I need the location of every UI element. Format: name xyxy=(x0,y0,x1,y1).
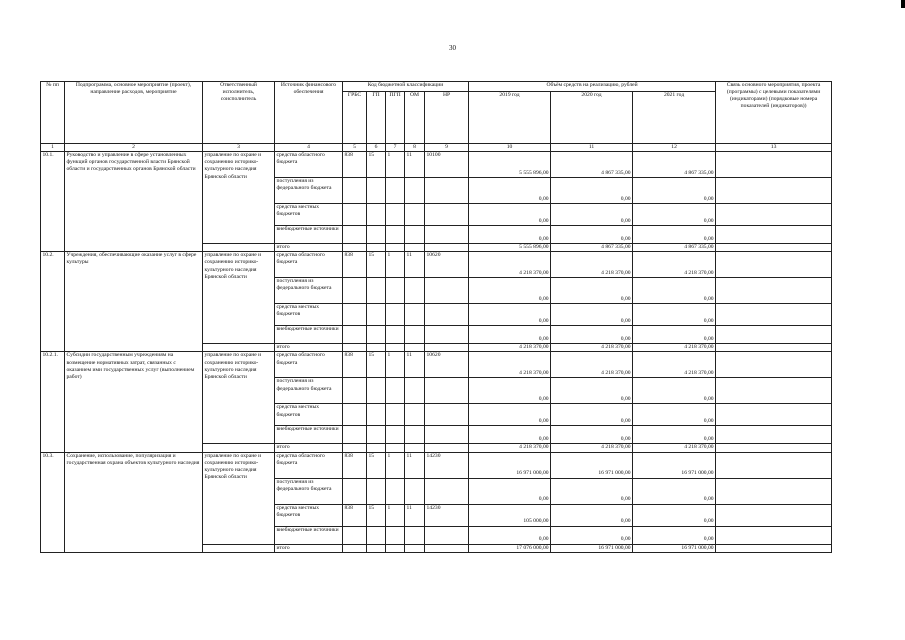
header-responsible: Ответственный исполнитель, соисполнитель xyxy=(203,82,275,144)
code-np xyxy=(425,204,469,226)
amount-y2020: 0,00 xyxy=(551,404,633,426)
code-np xyxy=(425,244,469,252)
source-label: средства областного бюджета xyxy=(275,452,343,478)
indicator-link xyxy=(716,478,832,504)
row-program-name: Руководство и управление в сфере установленных функций органов государственной власти Брянской области и государственных органов Брянской области xyxy=(65,152,203,252)
amount-y2021: 4 218 370,00 xyxy=(633,252,716,278)
amount-y2020: 0,00 xyxy=(551,378,633,404)
page-number: 30 xyxy=(449,44,456,52)
indicator-link xyxy=(716,544,832,552)
amount-y2020: 4 218 370,00 xyxy=(551,352,633,378)
amount-y2021: 4 218 370,00 xyxy=(633,444,716,452)
row-responsible: управление по охране и сохранению историко-культурного наследия Брянской области xyxy=(203,352,275,444)
code-grbs xyxy=(343,404,367,426)
source-label: итого xyxy=(275,544,343,552)
row-program-name: Сохранение, использование, популяризация и государственная охрана объектов культурного наследия xyxy=(65,452,203,552)
amount-y2021: 0,00 xyxy=(633,278,716,304)
code-np xyxy=(425,344,469,352)
code-pgp xyxy=(386,526,405,544)
source-label: средства местных бюджетов xyxy=(275,204,343,226)
source-label: поступления из федерального бюджета xyxy=(275,278,343,304)
amount-y2019: 4 218 370,00 xyxy=(469,252,551,278)
code-np xyxy=(425,326,469,344)
code-pgp xyxy=(386,404,405,426)
amount-y2021: 0,00 xyxy=(633,526,716,544)
code-grbs: 838 xyxy=(343,252,367,278)
row-responsible-empty xyxy=(203,544,275,552)
source-label: средства местных бюджетов xyxy=(275,304,343,326)
code-grbs xyxy=(343,226,367,244)
code-om xyxy=(405,478,425,504)
amount-y2019: 4 218 370,00 xyxy=(469,352,551,378)
row-responsible: управление по охране и сохранению историко-культурного наследия Брянской области xyxy=(203,452,275,544)
code-grbs xyxy=(343,326,367,344)
code-pgp: 1 xyxy=(386,452,405,478)
amount-y2020: 0,00 xyxy=(551,304,633,326)
indicator-link xyxy=(716,178,832,204)
amount-y2021: 4 867 335,00 xyxy=(633,152,716,178)
code-om xyxy=(405,204,425,226)
amount-y2019: 5 555 896,00 xyxy=(469,244,551,252)
amount-y2021: 0,00 xyxy=(633,226,716,244)
header-source: Источник финансового обеспечения xyxy=(275,82,343,144)
row-responsible: управление по охране и сохранению историко-культурного наследия Брянской области xyxy=(203,152,275,244)
amount-y2020: 4 218 370,00 xyxy=(551,444,633,452)
source-label: внебюджетные источники xyxy=(275,426,343,444)
code-om: 11 xyxy=(405,504,425,526)
indicator-link xyxy=(716,204,832,226)
amount-y2019: 16 971 000,00 xyxy=(469,452,551,478)
amount-y2021: 16 971 000,00 xyxy=(633,544,716,552)
col-number: 2 xyxy=(65,144,203,152)
code-om: 11 xyxy=(405,452,425,478)
code-om xyxy=(405,378,425,404)
amount-y2019: 0,00 xyxy=(469,204,551,226)
amount-y2019: 0,00 xyxy=(469,278,551,304)
code-pgp: 1 xyxy=(386,152,405,178)
row-number: 10.2. xyxy=(41,252,65,352)
source-label: поступления из федерального бюджета xyxy=(275,178,343,204)
code-grbs xyxy=(343,426,367,444)
code-pgp xyxy=(386,344,405,352)
code-gp xyxy=(367,544,386,552)
row-number: 10.1. xyxy=(41,152,65,252)
header-pgp: ПГП xyxy=(386,92,405,144)
indicator-link xyxy=(716,452,832,478)
col-number: 13 xyxy=(716,144,832,152)
header-grbs: ГРБС xyxy=(343,92,367,144)
code-pgp xyxy=(386,278,405,304)
code-gp xyxy=(367,404,386,426)
table-body xyxy=(41,152,832,553)
amount-y2021: 0,00 xyxy=(633,304,716,326)
code-gp: 15 xyxy=(367,452,386,478)
header-program: Подпрограмма, основное мероприятие (проект), направление расходов, мероприятие xyxy=(65,82,203,144)
code-pgp: 1 xyxy=(386,352,405,378)
code-gp xyxy=(367,444,386,452)
code-om xyxy=(405,326,425,344)
row-program-name: Субсидии государственным учреждениям на возмещение нормативных затрат, связанных с оказанием ими государственных услуг (выполнением работ) xyxy=(65,352,203,452)
source-label: итого xyxy=(275,344,343,352)
code-np xyxy=(425,304,469,326)
code-grbs xyxy=(343,378,367,404)
code-grbs xyxy=(343,444,367,452)
code-np xyxy=(425,544,469,552)
code-gp xyxy=(367,178,386,204)
indicator-link xyxy=(716,444,832,452)
code-grbs xyxy=(343,478,367,504)
amount-y2021: 0,00 xyxy=(633,204,716,226)
amount-y2021: 4 218 370,00 xyxy=(633,352,716,378)
amount-y2020: 0,00 xyxy=(551,426,633,444)
source-label: внебюджетные источники xyxy=(275,326,343,344)
code-grbs xyxy=(343,278,367,304)
code-grbs xyxy=(343,526,367,544)
col-number: 6 xyxy=(367,144,386,152)
table-row xyxy=(41,352,832,378)
code-gp xyxy=(367,478,386,504)
code-pgp xyxy=(386,544,405,552)
code-om xyxy=(405,278,425,304)
amount-y2019: 0,00 xyxy=(469,178,551,204)
col-number: 8 xyxy=(405,144,425,152)
col-number: 9 xyxy=(425,144,469,152)
header-2021: 2021 год xyxy=(633,92,716,144)
amount-y2019: 0,00 xyxy=(469,404,551,426)
indicator-link xyxy=(716,152,832,178)
code-pgp xyxy=(386,204,405,226)
amount-y2019: 0,00 xyxy=(469,326,551,344)
code-gp xyxy=(367,278,386,304)
code-pgp xyxy=(386,378,405,404)
scan-edge-mark xyxy=(901,0,905,8)
col-number: 10 xyxy=(469,144,551,152)
amount-y2021: 0,00 xyxy=(633,504,716,526)
source-label: внебюджетные источники xyxy=(275,526,343,544)
code-gp: 15 xyxy=(367,504,386,526)
code-om xyxy=(405,444,425,452)
code-gp xyxy=(367,226,386,244)
source-label: поступления из федерального бюджета xyxy=(275,478,343,504)
amount-y2021: 16 971 000,00 xyxy=(633,452,716,478)
amount-y2019: 0,00 xyxy=(469,378,551,404)
budget-table xyxy=(40,81,832,553)
amount-y2020: 0,00 xyxy=(551,178,633,204)
amount-y2019: 0,00 xyxy=(469,478,551,504)
amount-y2020: 16 971 000,00 xyxy=(551,544,633,552)
indicator-link xyxy=(716,344,832,352)
code-np: 14230 xyxy=(425,452,469,478)
col-number: 3 xyxy=(203,144,275,152)
col-number: 5 xyxy=(343,144,367,152)
header-2020: 2020 год xyxy=(551,92,633,144)
code-gp xyxy=(367,326,386,344)
code-gp xyxy=(367,526,386,544)
amount-y2020: 4 867 335,00 xyxy=(551,152,633,178)
row-responsible: управление по охране и сохранению историко-культурного наследия Брянской области xyxy=(203,252,275,344)
source-label: поступления из федерального бюджета xyxy=(275,378,343,404)
code-pgp: 1 xyxy=(386,252,405,278)
code-pgp: 1 xyxy=(386,504,405,526)
code-om xyxy=(405,544,425,552)
indicator-link xyxy=(716,504,832,526)
code-gp xyxy=(367,378,386,404)
code-grbs: 838 xyxy=(343,152,367,178)
row-responsible-empty xyxy=(203,344,275,352)
code-np: 14230 xyxy=(425,504,469,526)
source-label: средства областного бюджета xyxy=(275,352,343,378)
header-volume: Объём средств на реализацию, рублей xyxy=(469,82,716,92)
code-gp xyxy=(367,204,386,226)
header-num: № пп xyxy=(41,82,65,144)
code-pgp xyxy=(386,244,405,252)
amount-y2020: 0,00 xyxy=(551,504,633,526)
row-responsible-empty xyxy=(203,444,275,452)
source-label: средства местных бюджетов xyxy=(275,504,343,526)
amount-y2020: 0,00 xyxy=(551,478,633,504)
code-gp: 15 xyxy=(367,352,386,378)
col-number: 4 xyxy=(275,144,343,152)
amount-y2020: 4 218 370,00 xyxy=(551,344,633,352)
code-om xyxy=(405,526,425,544)
header-2019: 2019 год xyxy=(469,92,551,144)
amount-y2020: 4 867 335,00 xyxy=(551,244,633,252)
indicator-link xyxy=(716,304,832,326)
code-om xyxy=(405,344,425,352)
code-gp: 15 xyxy=(367,152,386,178)
indicator-link xyxy=(716,278,832,304)
code-grbs: 838 xyxy=(343,504,367,526)
amount-y2021: 4 867 335,00 xyxy=(633,244,716,252)
amount-y2020: 4 218 370,00 xyxy=(551,252,633,278)
code-grbs xyxy=(343,544,367,552)
source-label: итого xyxy=(275,244,343,252)
indicator-link xyxy=(716,252,832,278)
row-program-name: Учреждения, обеспечивающие оказание услуг в сфере культуры xyxy=(65,252,203,352)
col-number: 1 xyxy=(41,144,65,152)
indicator-link xyxy=(716,404,832,426)
code-om xyxy=(405,244,425,252)
code-grbs xyxy=(343,304,367,326)
code-pgp xyxy=(386,226,405,244)
source-label: внебюджетные источники xyxy=(275,226,343,244)
indicator-link xyxy=(716,426,832,444)
code-om: 11 xyxy=(405,252,425,278)
code-pgp xyxy=(386,326,405,344)
amount-y2021: 0,00 xyxy=(633,178,716,204)
code-pgp xyxy=(386,426,405,444)
code-np xyxy=(425,226,469,244)
code-grbs xyxy=(343,204,367,226)
source-label: средства местных бюджетов xyxy=(275,404,343,426)
row-number: 10.2.1. xyxy=(41,352,65,452)
code-grbs xyxy=(343,244,367,252)
amount-y2020: 0,00 xyxy=(551,526,633,544)
column-numbers-row xyxy=(41,144,832,152)
table-row xyxy=(41,452,832,478)
amount-y2020: 0,00 xyxy=(551,326,633,344)
code-gp: 15 xyxy=(367,252,386,278)
source-label: средства областного бюджета xyxy=(275,152,343,178)
header-om: ОМ xyxy=(405,92,425,144)
indicator-link xyxy=(716,378,832,404)
code-np xyxy=(425,526,469,544)
amount-y2019: 4 218 370,00 xyxy=(469,444,551,452)
amount-y2019: 4 218 370,00 xyxy=(469,344,551,352)
code-np xyxy=(425,426,469,444)
amount-y2019: 0,00 xyxy=(469,226,551,244)
code-gp xyxy=(367,426,386,444)
row-number: 10.3. xyxy=(41,452,65,552)
code-np xyxy=(425,444,469,452)
code-grbs xyxy=(343,344,367,352)
amount-y2020: 0,00 xyxy=(551,226,633,244)
code-pgp xyxy=(386,304,405,326)
col-number: 7 xyxy=(386,144,405,152)
code-om: 11 xyxy=(405,152,425,178)
source-label: итого xyxy=(275,444,343,452)
table-row xyxy=(41,252,832,278)
amount-y2019: 0,00 xyxy=(469,526,551,544)
code-om xyxy=(405,226,425,244)
indicator-link xyxy=(716,326,832,344)
code-np xyxy=(425,404,469,426)
code-om xyxy=(405,304,425,326)
code-np: 10620 xyxy=(425,252,469,278)
indicator-link xyxy=(716,226,832,244)
amount-y2019: 0,00 xyxy=(469,426,551,444)
code-np: 10620 xyxy=(425,352,469,378)
row-responsible-empty xyxy=(203,244,275,252)
indicator-link xyxy=(716,526,832,544)
indicator-link xyxy=(716,352,832,378)
table-row xyxy=(41,152,832,178)
amount-y2021: 0,00 xyxy=(633,326,716,344)
code-pgp xyxy=(386,478,405,504)
amount-y2021: 4 218 370,00 xyxy=(633,344,716,352)
amount-y2021: 0,00 xyxy=(633,426,716,444)
amount-y2019: 0,00 xyxy=(469,304,551,326)
amount-y2019: 17 076 000,00 xyxy=(469,544,551,552)
code-gp xyxy=(367,344,386,352)
code-np xyxy=(425,278,469,304)
code-pgp xyxy=(386,444,405,452)
amount-y2019: 105 000,00 xyxy=(469,504,551,526)
code-gp xyxy=(367,244,386,252)
code-np xyxy=(425,478,469,504)
code-om xyxy=(405,426,425,444)
code-np xyxy=(425,178,469,204)
code-grbs: 838 xyxy=(343,452,367,478)
amount-y2020: 0,00 xyxy=(551,204,633,226)
col-number: 11 xyxy=(551,144,633,152)
amount-y2021: 0,00 xyxy=(633,378,716,404)
header-gp: ГП xyxy=(367,92,386,144)
source-label: средства областного бюджета xyxy=(275,252,343,278)
header-budget-code: Код бюджетной классификации xyxy=(343,82,469,92)
code-om: 11 xyxy=(405,352,425,378)
amount-y2019: 5 555 896,00 xyxy=(469,152,551,178)
header-link: Связь основного мероприятия, проекта (программы) с целевыми показателями (индикаторами) (порядковые номера показателей (индикаторов)) xyxy=(716,82,832,144)
code-np: 10100 xyxy=(425,152,469,178)
indicator-link xyxy=(716,244,832,252)
code-grbs xyxy=(343,178,367,204)
code-grbs: 838 xyxy=(343,352,367,378)
code-np xyxy=(425,378,469,404)
code-om xyxy=(405,178,425,204)
code-pgp xyxy=(386,178,405,204)
code-gp xyxy=(367,304,386,326)
amount-y2020: 16 971 000,00 xyxy=(551,452,633,478)
amount-y2021: 0,00 xyxy=(633,478,716,504)
code-om xyxy=(405,404,425,426)
amount-y2021: 0,00 xyxy=(633,404,716,426)
col-number: 12 xyxy=(633,144,716,152)
header-np: НР xyxy=(425,92,469,144)
amount-y2020: 0,00 xyxy=(551,278,633,304)
